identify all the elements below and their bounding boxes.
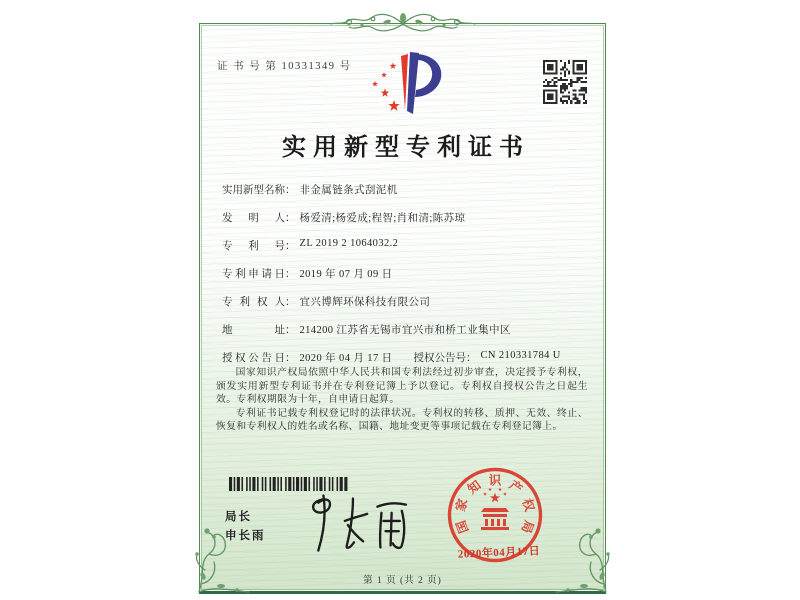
- field-colon: ：: [285, 269, 296, 280]
- national-emblem-icon: [481, 488, 509, 531]
- field-label: 专利号: [222, 241, 285, 252]
- field-colon: ：: [285, 325, 296, 336]
- field-row: [222, 182, 591, 197]
- field-value: 非金属链条式刮泥机: [299, 185, 398, 196]
- field-colon: ：: [466, 353, 477, 364]
- seal-text-char: 家: [453, 497, 471, 514]
- seal-date: 2020年04月17日: [457, 545, 541, 561]
- field-label: 专利权人: [222, 297, 285, 308]
- legal-paragraph: 专利证书记载专利权登记时的法律状况。专利权的转移、质押、无效、终止、恢复和专利权人的姓名或名称、国籍、地址变更等事项记载在专利登记簿上。: [216, 407, 588, 433]
- field-row: [222, 294, 591, 309]
- field-row: [222, 266, 591, 281]
- field-label: 地址: [222, 325, 285, 336]
- legal-text: [216, 366, 588, 434]
- certificate-title: 实用新型专利证书: [282, 135, 530, 161]
- patent-certificate: [199, 23, 606, 594]
- field-colon: ：: [285, 353, 296, 364]
- officer-block: [225, 508, 266, 546]
- field-value: 宜兴博辉环保科技有限公司: [299, 297, 431, 308]
- field-label: 专利申请日: [222, 269, 285, 280]
- signature-handwriting-icon: [300, 492, 412, 554]
- field-value: ZL 2019 2 1064032.2: [299, 238, 399, 249]
- officer-name: 申长雨: [225, 530, 266, 542]
- qr-code-icon: [543, 60, 587, 104]
- certificate-number: 证 书 号 第 10331349 号: [217, 61, 352, 72]
- seal-text-char: 产: [506, 477, 525, 497]
- field-label: 授权公告日: [222, 353, 285, 364]
- field-value: 2020 年 04 月 17 日: [299, 353, 393, 364]
- field-colon: ：: [285, 185, 296, 196]
- page-footer: 第 1 页 (共 2 页): [363, 576, 442, 586]
- field-colon: ：: [285, 213, 296, 224]
- cnipa-logo-icon: [358, 52, 448, 116]
- field-row: [222, 238, 591, 253]
- field-colon: ：: [285, 297, 296, 308]
- field-value: 杨爱清;杨爱成;程智;肖和清;陈苏琼: [299, 213, 466, 224]
- field-label: 实用新型名称: [222, 185, 285, 196]
- seal-text-char: 局: [518, 518, 537, 536]
- legal-paragraph: 国家知识产权局依照中华人民共和国专利法经过初步审查，决定授予专利权，颁发实用新型专利证书并在专利登记簿上予以登记。专利权自授权公告之日起生效。专利权期限为十年，自申请日起算。: [216, 367, 588, 406]
- field-label: 发明人: [222, 213, 285, 224]
- officer-title: 局长: [225, 511, 252, 523]
- field-value: CN 210331784 U: [480, 350, 561, 361]
- field-row: [222, 322, 591, 337]
- seal-text-char: 国: [453, 518, 472, 536]
- seal-text-char: 知: [465, 477, 484, 497]
- field-row: [222, 210, 591, 225]
- field-row: [222, 350, 591, 365]
- field-colon: ：: [285, 241, 296, 252]
- floral-ornament-icon: [329, 9, 477, 39]
- seal-text-char: 权: [519, 497, 537, 514]
- field-value: 214200 江苏省无锡市宜兴市和桥工业集中区: [299, 325, 511, 336]
- seal-text-char: 识: [488, 473, 502, 488]
- barcode-icon: [229, 477, 349, 491]
- field-value: 2019 年 07 月 09 日: [299, 269, 393, 280]
- field-label: 授权公告号: [413, 353, 466, 364]
- certificate-fields: [222, 182, 591, 378]
